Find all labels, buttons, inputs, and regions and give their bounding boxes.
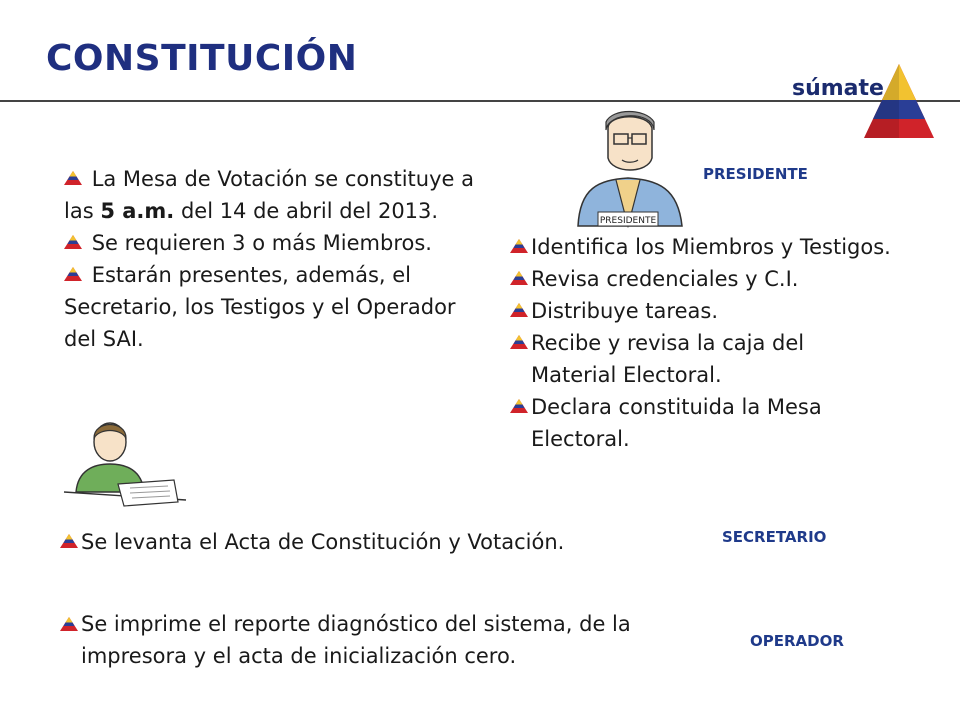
pyramid-bullet-icon: [64, 171, 82, 185]
sumate-logo: [788, 62, 938, 142]
page-title: CONSTITUCIÓN: [46, 38, 358, 79]
paragraph-text: Se requieren 3 o más Miembros.: [91, 231, 432, 255]
secretary-illustration: [58, 418, 190, 510]
task-text: Revisa credenciales y C.I.: [531, 267, 799, 291]
operador-item: [60, 608, 740, 672]
list-item: [64, 163, 494, 227]
task-text: Declara constituida la Mesa Electoral.: [531, 395, 822, 451]
operador-text: Se imprime el reporte diagnóstico del sistema, de la impresora y el acta de inicialización cero.: [81, 612, 631, 668]
left-text-block: [64, 163, 494, 355]
president-illustration: [568, 108, 690, 228]
list-item: [64, 259, 494, 355]
task-text: Recibe y revisa la caja del Material Electoral.: [531, 331, 805, 387]
illustration-badge-text: PRESIDENTE: [599, 216, 657, 226]
logo-wordmark: súmate: [792, 76, 884, 101]
list-item: [510, 231, 930, 263]
list-item: [64, 227, 494, 259]
task-text: Identifica los Miembros y Testigos.: [531, 235, 891, 259]
pyramid-logo-icon: [862, 62, 936, 140]
role-label-secretario: SECRETARIO: [722, 528, 827, 546]
president-task-list: [510, 231, 930, 455]
list-item: [510, 295, 930, 327]
pyramid-bullet-icon: [510, 303, 528, 317]
pyramid-bullet-icon: [60, 534, 78, 548]
secretario-item: [60, 526, 720, 558]
pyramid-bullet-icon: [60, 617, 78, 631]
list-item: [510, 263, 930, 295]
paragraph-text: La Mesa de Votación se constituye a las: [64, 167, 474, 223]
pyramid-bullet-icon: [510, 239, 528, 253]
pyramid-bullet-icon: [64, 235, 82, 249]
time-emphasis: 5 a.m.: [100, 199, 175, 223]
role-label-operador: OPERADOR: [750, 632, 844, 650]
list-item: [510, 327, 930, 391]
task-text: Distribuye tareas.: [531, 299, 718, 323]
secretario-text: Se levanta el Acta de Constitución y Votación.: [81, 530, 565, 554]
list-item: [510, 391, 930, 455]
pyramid-bullet-icon: [64, 267, 82, 281]
role-label-presidente: PRESIDENTE: [703, 165, 808, 183]
pyramid-bullet-icon: [510, 271, 528, 285]
pyramid-bullet-icon: [510, 399, 528, 413]
paragraph-text: del 14 de abril del 2013.: [174, 199, 439, 223]
paragraph-text: Estarán presentes, además, el Secretario, los Testigos y el Operador del SAI.: [64, 263, 456, 351]
pyramid-bullet-icon: [510, 335, 528, 349]
